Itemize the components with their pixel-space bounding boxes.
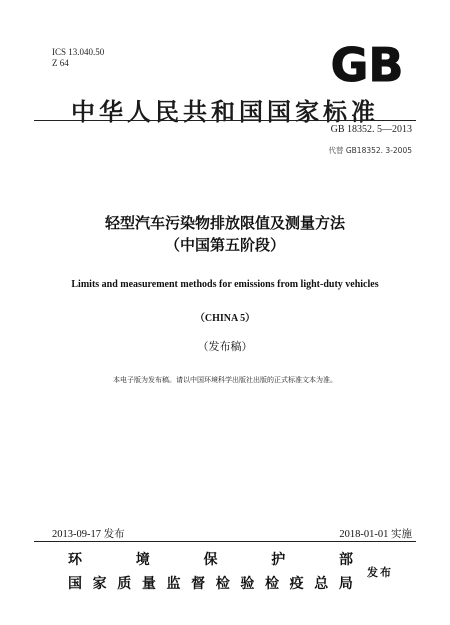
org-char: 国 [68,576,82,592]
draft-label: （发布稿） [197,340,253,353]
ics-code: ICS 13.040.50 [52,47,105,57]
org-char: 疫 [289,576,304,592]
header-divider [34,120,416,121]
gb-logo [322,40,412,88]
org-char: 保 [203,552,218,568]
national-standard-heading: 中华人民共和国国家标准 [71,98,379,126]
org-char: 护 [271,552,286,568]
document-subtitle: （中国第五阶段） [164,236,285,254]
org-char: 境 [135,552,150,568]
org-char: 量 [141,576,156,592]
english-title: Limits and measurement methods for emissions from light-duty vehicles [71,279,379,290]
org-char: 总 [314,576,329,592]
issuing-org-2 [68,573,353,593]
org-char: 检 [215,576,230,592]
org-char: 检 [265,576,279,592]
replaces-note: 代替 GB18352. 3-2005 [328,146,412,155]
issue-date: 2013-09-17 发布 [52,529,125,540]
edition-note: 本电子版为发布稿。请以中国环境科学出版社出版的正式标准文本为准。 [113,376,337,384]
footer-divider [34,541,416,542]
classification-codes [52,47,104,69]
class-code: Z 64 [52,58,69,68]
document-title: 轻型汽车污染物排放限值及测量方法 [104,214,345,232]
org-char: 督 [191,576,206,592]
org-char: 验 [240,576,255,592]
svg-text:GB: GB [330,40,404,88]
issuing-org-1 [68,549,353,569]
org-char: 家 [92,576,107,592]
standard-number: GB 18352. 5—2013 [330,124,412,135]
org-char: 部 [339,552,353,568]
org-char: 局 [338,576,353,592]
org-char: 环 [68,552,82,568]
implement-date: 2018-01-01 实施 [339,529,412,540]
org-char: 质 [117,576,132,592]
english-subtitle: （CHINA 5） [194,313,256,324]
org-char: 监 [166,576,181,592]
publish-label: 发布 [367,566,393,579]
